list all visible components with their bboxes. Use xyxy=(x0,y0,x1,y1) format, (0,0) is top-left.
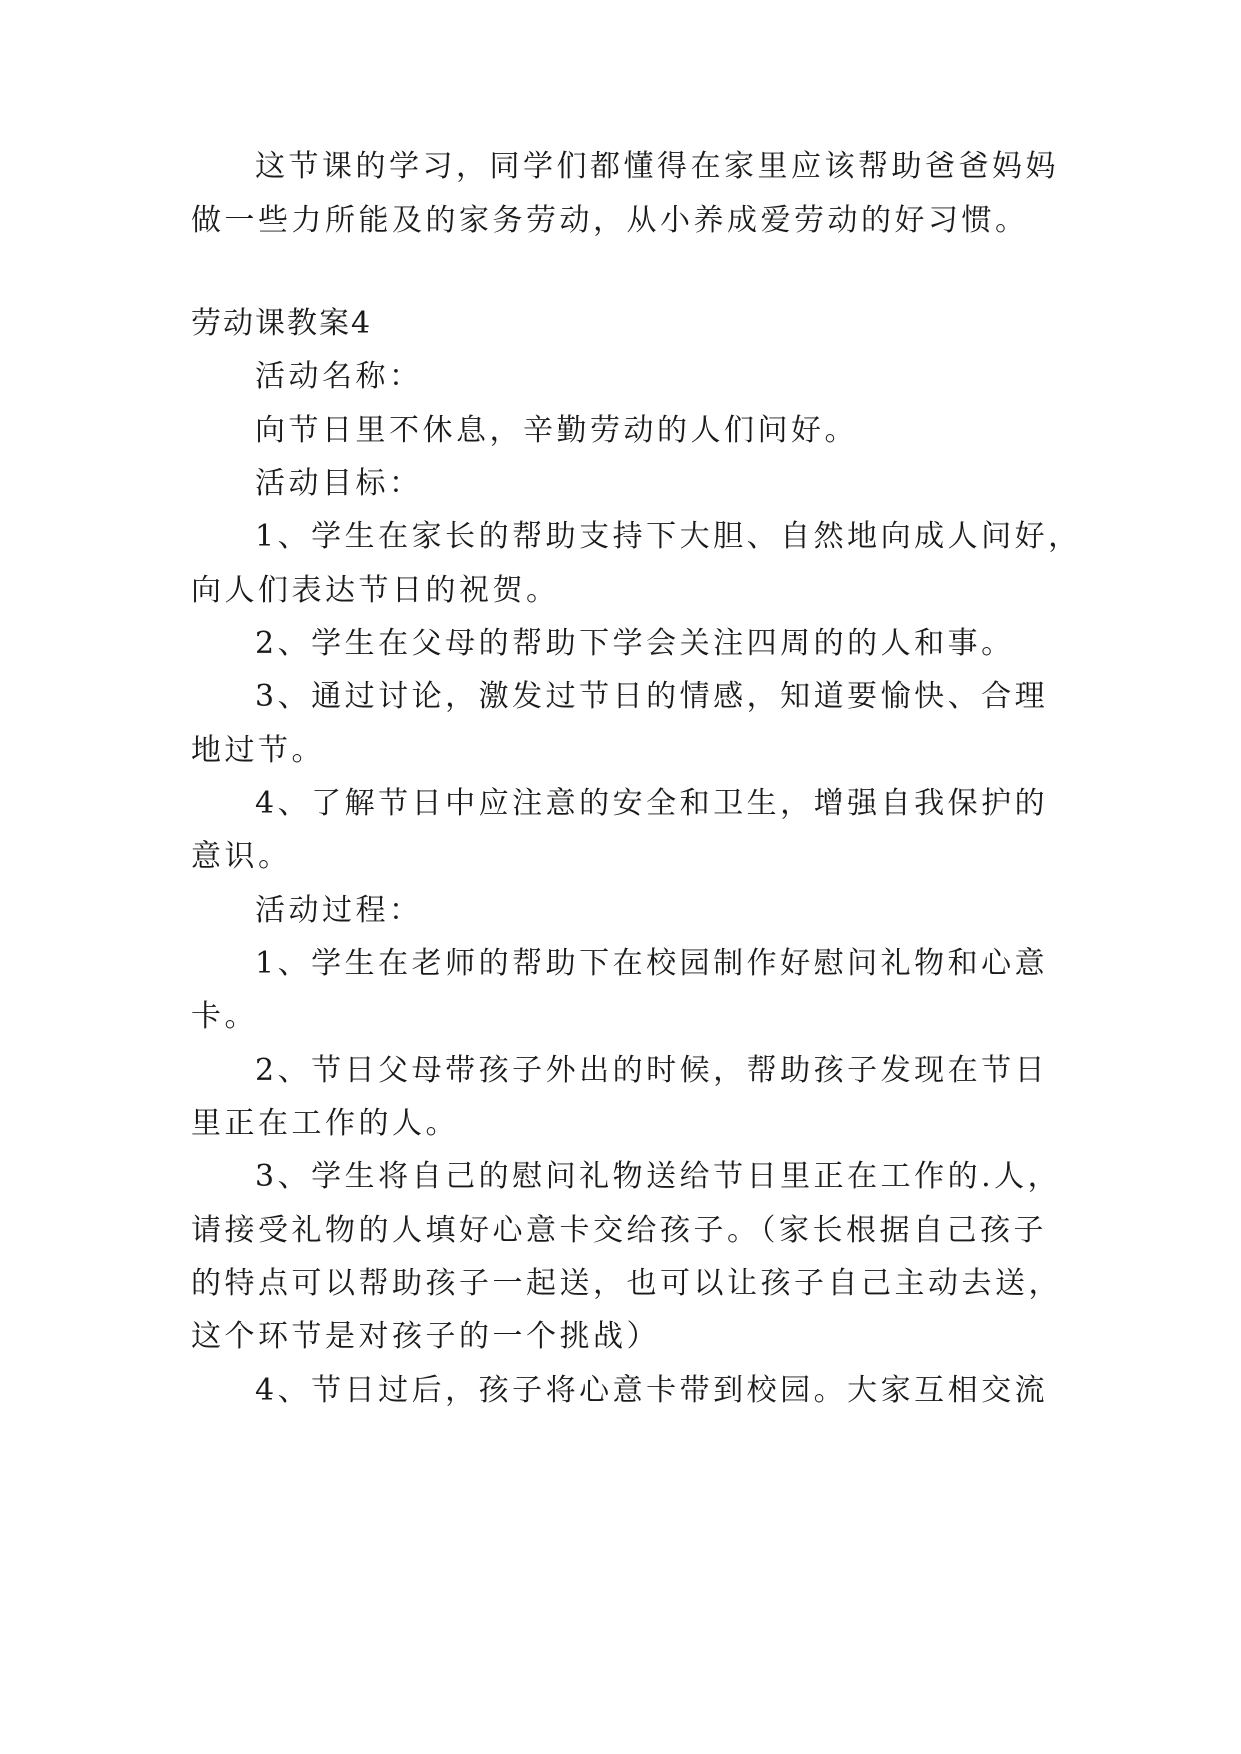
goals-label: 活动目标： xyxy=(255,466,423,501)
process-1-line-2: 卡。 xyxy=(191,999,258,1034)
section-title: 劳动课教案4 xyxy=(191,306,373,341)
goal-4-line-1: 4、了解节日中应注意的安全和卫生，增强自我保护的 xyxy=(255,786,1049,821)
activity-name: 向节日里不休息，辛勤劳动的人们问好。 xyxy=(255,413,858,448)
intro-line-1: 这节课的学习，同学们都懂得在家里应该帮助爸爸妈妈 xyxy=(255,149,1059,184)
process-2-line-1: 2、节日父母带孩子外出的时候，帮助孩子发现在节日 xyxy=(255,1053,1049,1088)
process-label: 活动过程： xyxy=(255,893,423,928)
process-2-line-2: 里正在工作的人。 xyxy=(191,1106,459,1141)
process-3-line-4: 这个环节是对孩子的一个挑战） xyxy=(191,1319,660,1354)
process-3-line-3: 的特点可以帮助孩子一起送，也可以让孩子自己主动去送， xyxy=(191,1266,1062,1301)
process-3-line-2: 请接受礼物的人填好心意卡交给孩子。（家长根据自己孩子 xyxy=(191,1213,1047,1248)
process-4-line-1: 4、节日过后，孩子将心意卡带到校园。大家互相交流 xyxy=(255,1373,1049,1408)
process-3-line-1: 3、学生将自己的慰问礼物送给节日里正在工作的.人， xyxy=(255,1159,1062,1194)
goal-1-line-2: 向人们表达节日的祝贺。 xyxy=(191,573,560,608)
goal-3-line-1: 3、通过讨论，激发过节日的情感，知道要愉快、合理 xyxy=(255,679,1049,714)
intro-line-2: 做一些力所能及的家务劳动，从小养成爱劳动的好习惯。 xyxy=(191,203,1029,238)
process-1-line-1: 1、学生在老师的帮助下在校园制作好慰问礼物和心意 xyxy=(255,946,1049,981)
activity-name-label: 活动名称： xyxy=(255,359,423,394)
goal-3-line-2: 地过节。 xyxy=(191,733,325,768)
goal-4-line-2: 意识。 xyxy=(191,839,292,874)
goal-2-line-1: 2、学生在父母的帮助下学会关注四周的的人和事。 xyxy=(255,626,1015,661)
goal-1-line-1: 1、学生在家长的帮助支持下大胆、自然地向成人问好， xyxy=(255,519,1082,554)
